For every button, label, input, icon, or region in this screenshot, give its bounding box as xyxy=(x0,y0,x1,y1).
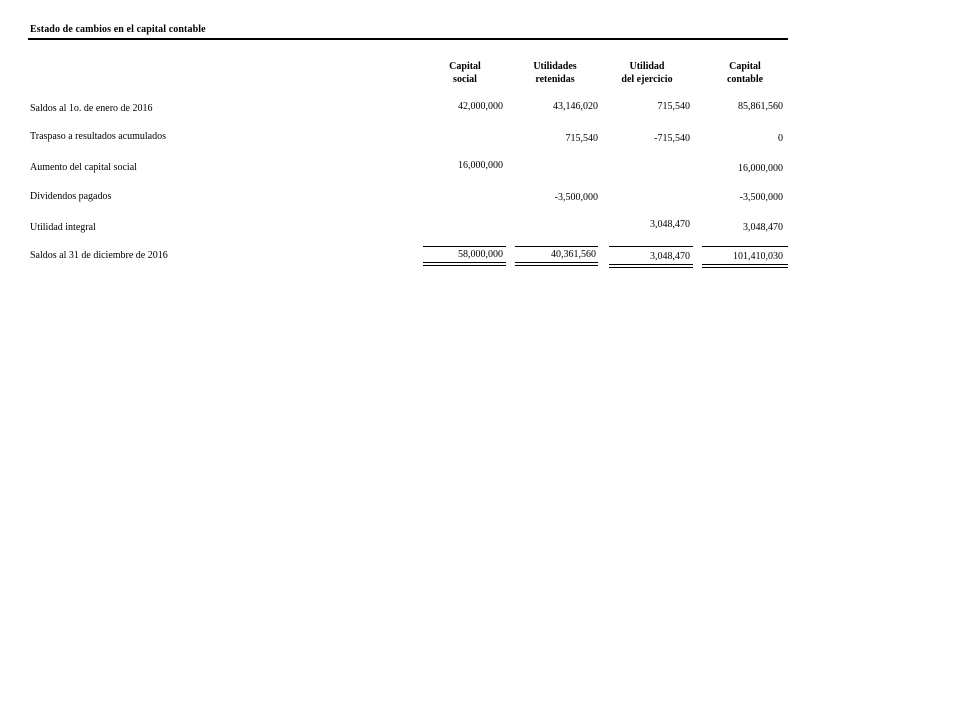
title-underline xyxy=(28,38,788,40)
cell-opening-capital-contable: 85,861,560 xyxy=(738,101,783,112)
column-header-line2: contable xyxy=(726,74,764,85)
total-double-rule-utilidades-retenidas xyxy=(515,262,598,266)
column-header-capital-social xyxy=(420,60,510,86)
cell-traspaso-utilidad-ejercicio: -715,540 xyxy=(654,133,690,144)
row-label-dividendos: Dividendos pagados xyxy=(30,191,112,202)
column-header-line1: Utilidad xyxy=(629,61,665,72)
row-label-closing-balance: Saldos al 31 de diciembre de 2016 xyxy=(30,250,168,261)
subtotal-rule-capital-contable xyxy=(702,246,788,247)
subtotal-rule-utilidad-ejercicio xyxy=(609,246,693,247)
cell-closing-capital-social: 58,000,000 xyxy=(458,249,503,260)
column-header-line2: social xyxy=(453,74,477,85)
cell-traspaso-capital-contable: 0 xyxy=(778,133,783,144)
row-label-traspaso: Traspaso a resultados acumulados xyxy=(30,131,166,142)
column-header-line1: Capital xyxy=(449,61,481,72)
column-header-utilidades-retenidas xyxy=(510,60,600,86)
total-double-rule-utilidad-ejercicio xyxy=(609,264,693,268)
subtotal-rule-capital-social xyxy=(423,246,506,247)
column-header-line2: retenidas xyxy=(535,74,575,85)
total-double-rule-capital-contable xyxy=(702,264,788,268)
total-double-rule-capital-social xyxy=(423,262,506,266)
cell-closing-capital-contable: 101,410,030 xyxy=(733,251,783,262)
column-header-line2: del ejercicio xyxy=(621,74,673,85)
row-label-opening-balance: Saldos al 1o. de enero de 2016 xyxy=(30,103,153,114)
column-header-capital-contable xyxy=(700,60,790,86)
cell-opening-capital-social: 42,000,000 xyxy=(458,101,503,112)
statement-title: Estado de cambios en el capital contable xyxy=(30,24,206,35)
cell-closing-utilidades-retenidas: 40,361,560 xyxy=(551,249,596,260)
cell-integral-capital-contable: 3,048,470 xyxy=(743,222,783,233)
cell-aumento-capital-social: 16,000,000 xyxy=(458,160,503,171)
column-header-line1: Capital xyxy=(729,61,761,72)
cell-dividendos-utilidades-retenidas: -3,500,000 xyxy=(554,192,598,203)
row-label-aumento-capital: Aumento del capital social xyxy=(30,162,137,173)
subtotal-rule-utilidades-retenidas xyxy=(515,246,598,247)
cell-closing-utilidad-ejercicio: 3,048,470 xyxy=(650,251,690,262)
column-header-line1: Utilidades xyxy=(533,61,577,72)
cell-aumento-capital-contable: 16,000,000 xyxy=(738,163,783,174)
cell-opening-utilidad-ejercicio: 715,540 xyxy=(657,101,690,112)
column-header-utilidad-ejercicio xyxy=(602,60,692,86)
cell-integral-utilidad-ejercicio: 3,048,470 xyxy=(650,219,690,230)
cell-opening-utilidades-retenidas: 43,146,020 xyxy=(553,101,598,112)
cell-traspaso-utilidades-retenidas: 715,540 xyxy=(565,133,598,144)
cell-dividendos-capital-contable: -3,500,000 xyxy=(739,192,783,203)
row-label-utilidad-integral: Utilidad integral xyxy=(30,222,96,233)
